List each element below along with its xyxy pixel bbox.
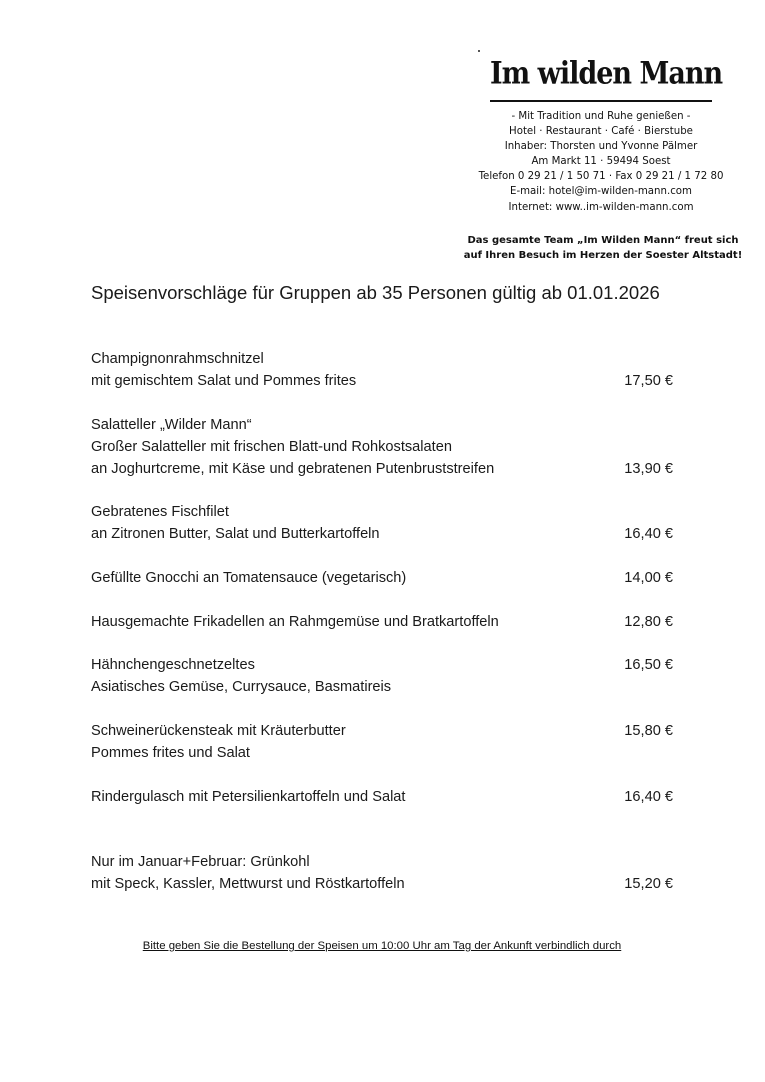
menu-item (91, 611, 673, 633)
business-types: Hotel · Restaurant · Café · Bierstube (509, 126, 693, 138)
dish-price: 15,20 € (624, 876, 673, 892)
order-notice: Bitte geben Sie die Bestellung der Speisen um 10:00 Uhr am Tag der Ankunft verbindlich durch (142, 940, 622, 952)
menu-item (91, 501, 673, 545)
dish-price: 15,80 € (624, 723, 673, 739)
contact-block (470, 109, 732, 215)
menu-item (91, 720, 673, 764)
dish-name: Salatteller „Wilder Mann“ (91, 417, 252, 433)
page-title: Speisenvorschläge für Gruppen ab 35 Personen gültig ab 01.01.2026 (91, 282, 660, 303)
dish-price: 17,50 € (624, 373, 673, 389)
dish-name: Gebratenes Fischfilet (91, 504, 229, 520)
dish-description: an Joghurtcreme, mit Käse und gebratenen Putenbruststreifen 13,90 € (91, 458, 673, 480)
email: E-mail: hotel@im-wilden-mann.com (510, 186, 692, 198)
dish-description: mit gemischtem Salat und Pommes frites 17,50 € (91, 370, 673, 392)
dish-description: Asiatisches Gemüse, Currysauce, Basmatireis (91, 679, 392, 695)
dish-name: Nur im Januar+Februar: Grünkohl (91, 854, 310, 870)
menu-item (91, 348, 673, 392)
dish-price: 12,80 € (624, 614, 673, 630)
logo-divider (490, 100, 712, 102)
dish-name: Gefüllte Gnocchi an Tomatensauce (vegetarisch) 14,00 € (91, 567, 673, 589)
dish-name: Rindergulasch mit Petersilienkartoffeln und Salat 16,40 € (91, 786, 673, 808)
dish-description: Pommes frites und Salat (91, 745, 250, 761)
owners: Inhaber: Thorsten und Yvonne Pälmer (504, 141, 698, 153)
dish-price: 14,00 € (624, 570, 673, 586)
dish-price: 13,90 € (624, 461, 673, 477)
dish-description: an Zitronen Butter, Salat und Butterkartoffeln 16,40 € (91, 523, 673, 545)
greeting-line: auf Ihren Besuch im Herzen der Soester Altstadt! (463, 250, 743, 261)
menu-item (91, 414, 673, 480)
dish-price: 16,50 € (624, 657, 673, 673)
website: Internet: www..im-wilden-mann.com (508, 201, 694, 213)
dish-name: Champignonrahmschnitzel (91, 351, 264, 367)
menu-item (91, 786, 673, 808)
menu-item (91, 654, 673, 698)
tagline: - Mit Tradition und Ruhe genießen - (511, 111, 691, 122)
dish-name: Hausgemachte Frikadellen an Rahmgemüse und Bratkartoffeln 12,80 € (91, 611, 673, 633)
phone-fax: Telefon 0 29 21 / 1 50 71 · Fax 0 29 21 / 1 72 80 (478, 171, 724, 183)
restaurant-logo: Im wilden Mann (490, 55, 723, 92)
greeting-block (455, 233, 751, 263)
dish-description: mit Speck, Kassler, Mettwurst und Röstkartoffeln 15,20 € (91, 873, 673, 895)
dish-price: 16,40 € (624, 526, 673, 542)
scan-speck (478, 50, 480, 52)
dish-price: 16,40 € (624, 789, 673, 805)
address: Am Markt 11 · 59494 Soest (531, 156, 671, 168)
dish-description: Großer Salatteller mit frischen Blatt-und Rohkostsalaten (91, 439, 452, 455)
greeting-line: Das gesamte Team „Im Wilden Mann“ freut sich (467, 235, 739, 246)
menu-item (91, 851, 673, 895)
menu-item (91, 567, 673, 589)
dish-name: Hähnchengeschnetzeltes 16,50 € (91, 654, 673, 676)
dish-name: Schweinerückensteak mit Kräuterbutter 15,80 € (91, 720, 673, 742)
